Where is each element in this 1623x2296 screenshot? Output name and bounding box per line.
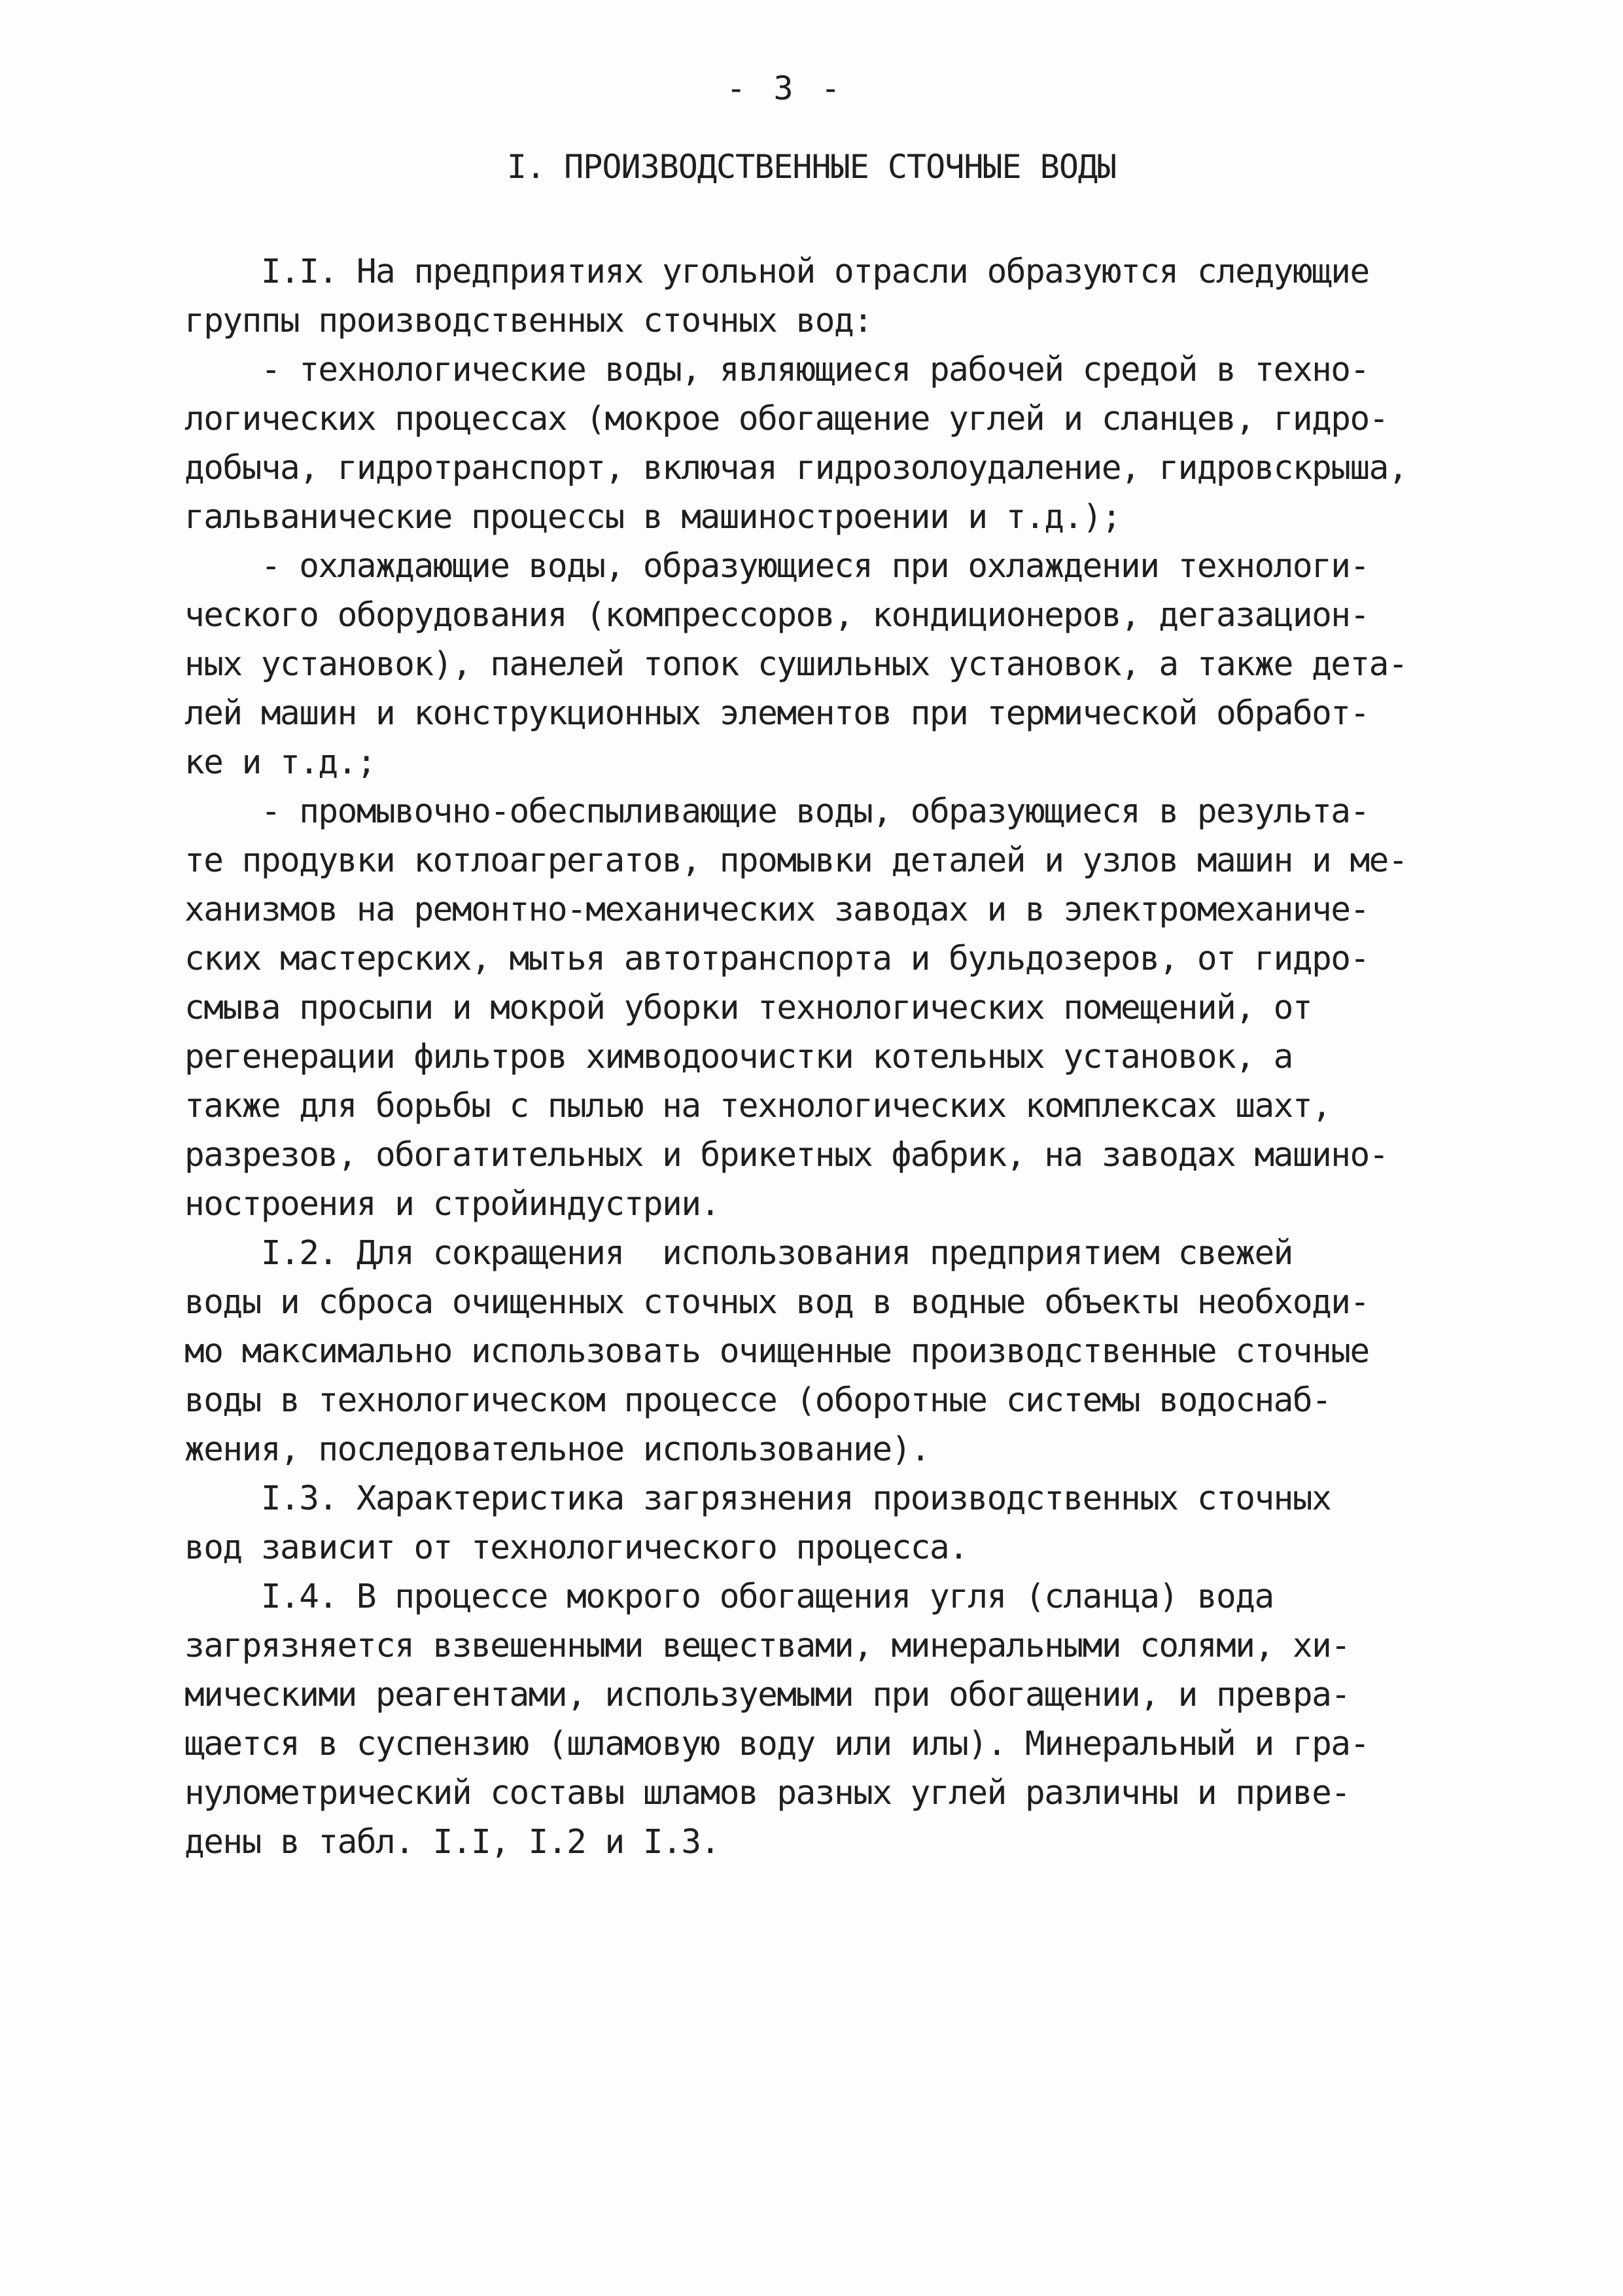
text-line: - охлаждающие воды, образующиеся при охлаждении технологи- — [184, 547, 1369, 586]
text-line: лей машин и конструкционных элементов при термической обработ- — [184, 694, 1369, 733]
text-line: те продувки котлоагрегатов, промывки деталей и узлов машин и ме- — [184, 841, 1408, 880]
text-line: ских мастерских, мытья автотранспорта и бульдозеров, от гидро- — [184, 940, 1369, 978]
text-line: логических процессах (мокрое обогащение углей и сланцев, гидро- — [184, 400, 1388, 438]
page-number: - 3 - — [726, 69, 845, 107]
text-line: воды в технологическом процессе (оборотные системы водоснаб- — [184, 1381, 1331, 1420]
text-line: смыва просыпи и мокрой уборки технологических помещений, от — [184, 989, 1312, 1027]
text-line: загрязняется взвешенными веществами, минеральными солями, хи- — [184, 1627, 1350, 1665]
text-line: I.3. Характеристика загрязнения производственных сточных — [184, 1479, 1331, 1518]
text-line: регенерации фильтров химводоочистки котельных установок, а — [184, 1038, 1293, 1076]
text-line: мическими реагентами, используемыми при обогащении, и превра- — [184, 1676, 1350, 1714]
text-line: - промывочно-обеспыливающие воды, образующиеся в результа- — [184, 792, 1369, 831]
text-line: нулометрический составы шламов разных углей различны и приве- — [184, 1774, 1350, 1812]
text-line: I.2. Для сокращения использования предприятием свежей — [184, 1234, 1293, 1273]
text-line: гальванические процессы в машиностроении и т.д.); — [184, 498, 1121, 537]
text-line: ных установок), панелей топок сушильных установок, а также дета- — [184, 645, 1408, 684]
text-line: щается в суспензию (шламовую воду или илы). Минеральный и гра- — [184, 1725, 1369, 1763]
text-line: ческого оборудования (компрессоров, кондиционеров, дегазацион- — [184, 596, 1369, 635]
text-line: I.I. На предприятиях угольной отрасли образуются следующие — [184, 253, 1369, 291]
text-line: мо максимально использовать очищенные производственные сточные — [184, 1332, 1369, 1371]
text-line: группы производственных сточных вод: — [184, 302, 873, 340]
text-line: добыча, гидротранспорт, включая гидрозолоудаление, гидровскрыша, — [184, 449, 1408, 487]
body-text — [184, 247, 1506, 1867]
text-line: ке и т.д.; — [184, 743, 376, 782]
text-line: воды и сброса очищенных сточных вод в водные объекты необходи- — [184, 1283, 1369, 1322]
text-line: - технологические воды, являющиеся рабочей средой в техно- — [184, 351, 1369, 389]
text-line: также для борьбы с пылью на технологических комплексах шахт, — [184, 1087, 1331, 1125]
section-title: I. ПРОИЗВОДСТВЕННЫЕ СТОЧНЫЕ ВОДЫ — [506, 148, 1117, 186]
text-line: ностроения и стройиндустрии. — [184, 1185, 720, 1224]
text-line: разрезов, обогатительных и брикетных фабрик, на заводах машино- — [184, 1136, 1388, 1174]
text-line: дены в табл. I.I, I.2 и I.3. — [184, 1823, 720, 1862]
text-line: жения, последовательное использование). — [184, 1430, 930, 1469]
text-line: I.4. В процессе мокрого обогащения угля (сланца) вода — [184, 1578, 1274, 1616]
text-line: ханизмов на ремонтно-механических заводах и в электромеханиче- — [184, 891, 1369, 929]
text-line: вод зависит от технологического процесса. — [184, 1528, 968, 1567]
